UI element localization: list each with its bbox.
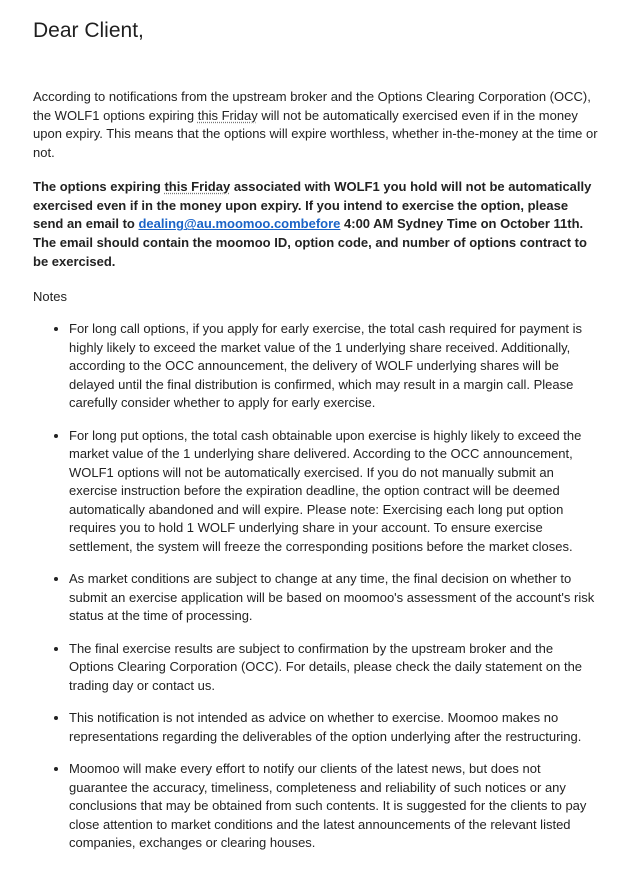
- notice-date-highlight: this Friday: [164, 179, 231, 194]
- note-item-long-put: • For long put options, the total cash obtainable upon exercise is highly likely to exceed the market value of the 1 underlying share delivered. According to the OCC announcement, WOLF1 options will not be automatically exercised. If you do not manually submit an exercise instruction before the expiration deadline, the option contract will be deemed automatically abandoned and will expire. Please note: Exercising each long put option requires you to hold 1 WOLF underlying share in your account. To ensure exercise settlement, the system will freeze the corresponding positions before the market closes.: [69, 427, 601, 557]
- notes-heading: Notes: [33, 288, 67, 304]
- greeting-heading: Dear Client,: [33, 19, 144, 42]
- intro-text-end: will not be automatically exercised even if in the money upon expiry. This means that the options will expire worthless, whether in-the-money at the time or not.: [33, 107, 598, 160]
- intro-date-highlight: this Friday: [197, 107, 258, 123]
- intro-text-start: According to notifications from the upstream broker and the Options Clearing Corporation (OCC), the WOLF1 options expiring: [33, 89, 591, 123]
- note-item-long-call: • For long call options, if you apply for early exercise, the total cash required for payment is highly likely to exceed the market value of the 1 underlying share received. Additionally, according to the OCC announcement, the delivery of WOLF underlying shares will be delayed until the final distribution is confirmed, which may result in a margin call. Please carefully consider whether to apply for early exercise.: [69, 320, 601, 413]
- notice-text-middle: associated with WOLF1 you hold will not be automatically exercised even if in the money upon expiry. If you intend to exercise the option, please send an email to: [33, 179, 592, 232]
- note-item-market-conditions: • As market conditions are subject to change at any time, the final decision on whether to submit an exercise application will be based on moomoo's assessment of the account's risk status at the time of processing.: [69, 570, 601, 626]
- note-item-disclaimer: • Moomoo will make every effort to notify our clients of the latest news, but does not guarantee the accuracy, timeliness, completeness and reliability of such notices or any conclusions that may be obtained from such contents. It is suggested for the clients to pay close attention to market conditions and the latest announcements of the relevant listed companies, exchanges or clearing houses.: [69, 760, 601, 853]
- note-item-not-advice: • This notification is not intended as advice on whether to exercise. Moomoo makes no representations regarding the deliverables of the option underlying after the restructuring.: [69, 709, 601, 746]
- exercise-notice-paragraph: [33, 178, 601, 272]
- notes-list: [33, 320, 601, 853]
- intro-paragraph: [33, 88, 601, 162]
- note-item-final-results: • The final exercise results are subject to confirmation by the upstream broker and the Options Clearing Corporation (OCC). For details, please check the daily statement on the trading day or contact us.: [69, 640, 601, 696]
- notice-text-end: 4:00 AM Sydney Time on October 11th. The email should contain the moomoo ID, option code, and number of options contract to be exercised.: [33, 216, 587, 269]
- notice-text-start: The options expiring: [33, 179, 165, 194]
- email-link[interactable]: dealing@au.moomoo.combefore: [138, 216, 341, 232]
